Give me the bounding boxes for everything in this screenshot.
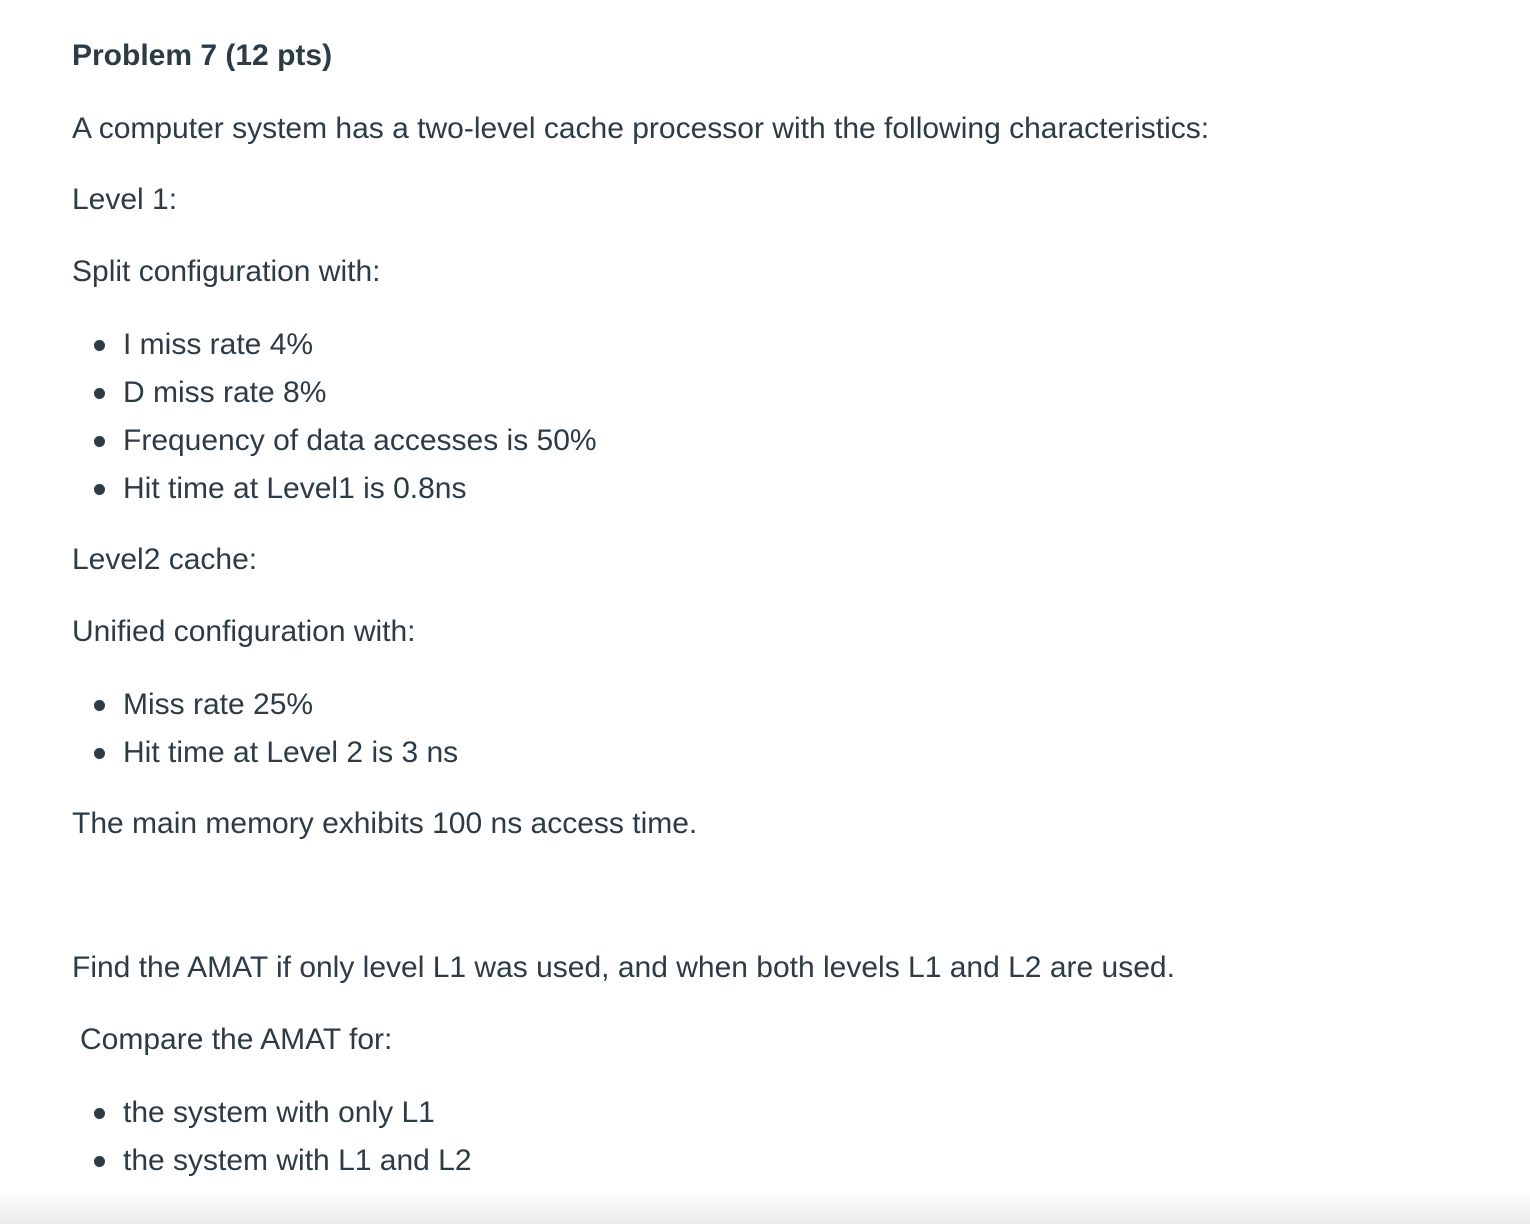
- memory-statement: The main memory exhibits 100 ns access time.: [72, 807, 698, 840]
- bullet-icon: [94, 700, 105, 711]
- list-item: Hit time at Level1 is 0.8ns: [90, 465, 597, 513]
- bullet-icon: [94, 748, 105, 759]
- level1-list: [90, 321, 597, 513]
- list-item: I miss rate 4%: [90, 321, 597, 369]
- list-item: D miss rate 8%: [90, 369, 597, 417]
- list-item: Frequency of data accesses is 50%: [90, 417, 597, 465]
- level1-heading: Level 1:: [72, 183, 178, 216]
- bottom-shadow: [0, 1190, 1530, 1224]
- list-item: Miss rate 25%: [90, 681, 458, 729]
- bullet-icon: [94, 388, 105, 399]
- list-item: Hit time at Level 2 is 3 ns: [90, 729, 458, 777]
- level2-heading: Level2 cache:: [72, 543, 258, 576]
- bullet-icon: [94, 1108, 105, 1119]
- list-item: the system with L1 and L2: [90, 1137, 472, 1185]
- problem-title: Problem 7 (12 pts): [72, 39, 333, 72]
- level2-config: Unified configuration with:: [72, 615, 416, 648]
- level2-list: [90, 681, 458, 777]
- bullet-icon: [94, 436, 105, 447]
- compare-heading: Compare the AMAT for:: [80, 1023, 393, 1056]
- list-item: the system with only L1: [90, 1089, 472, 1137]
- compare-list: [90, 1089, 472, 1185]
- bullet-icon: [94, 484, 105, 495]
- question-text: Find the AMAT if only level L1 was used, and when both levels L1 and L2 are used.: [72, 951, 1175, 984]
- bullet-icon: [94, 1156, 105, 1167]
- problem-intro: A computer system has a two-level cache processor with the following characteristics:: [72, 112, 1210, 145]
- level1-config: Split configuration with:: [72, 255, 381, 288]
- bullet-icon: [94, 340, 105, 351]
